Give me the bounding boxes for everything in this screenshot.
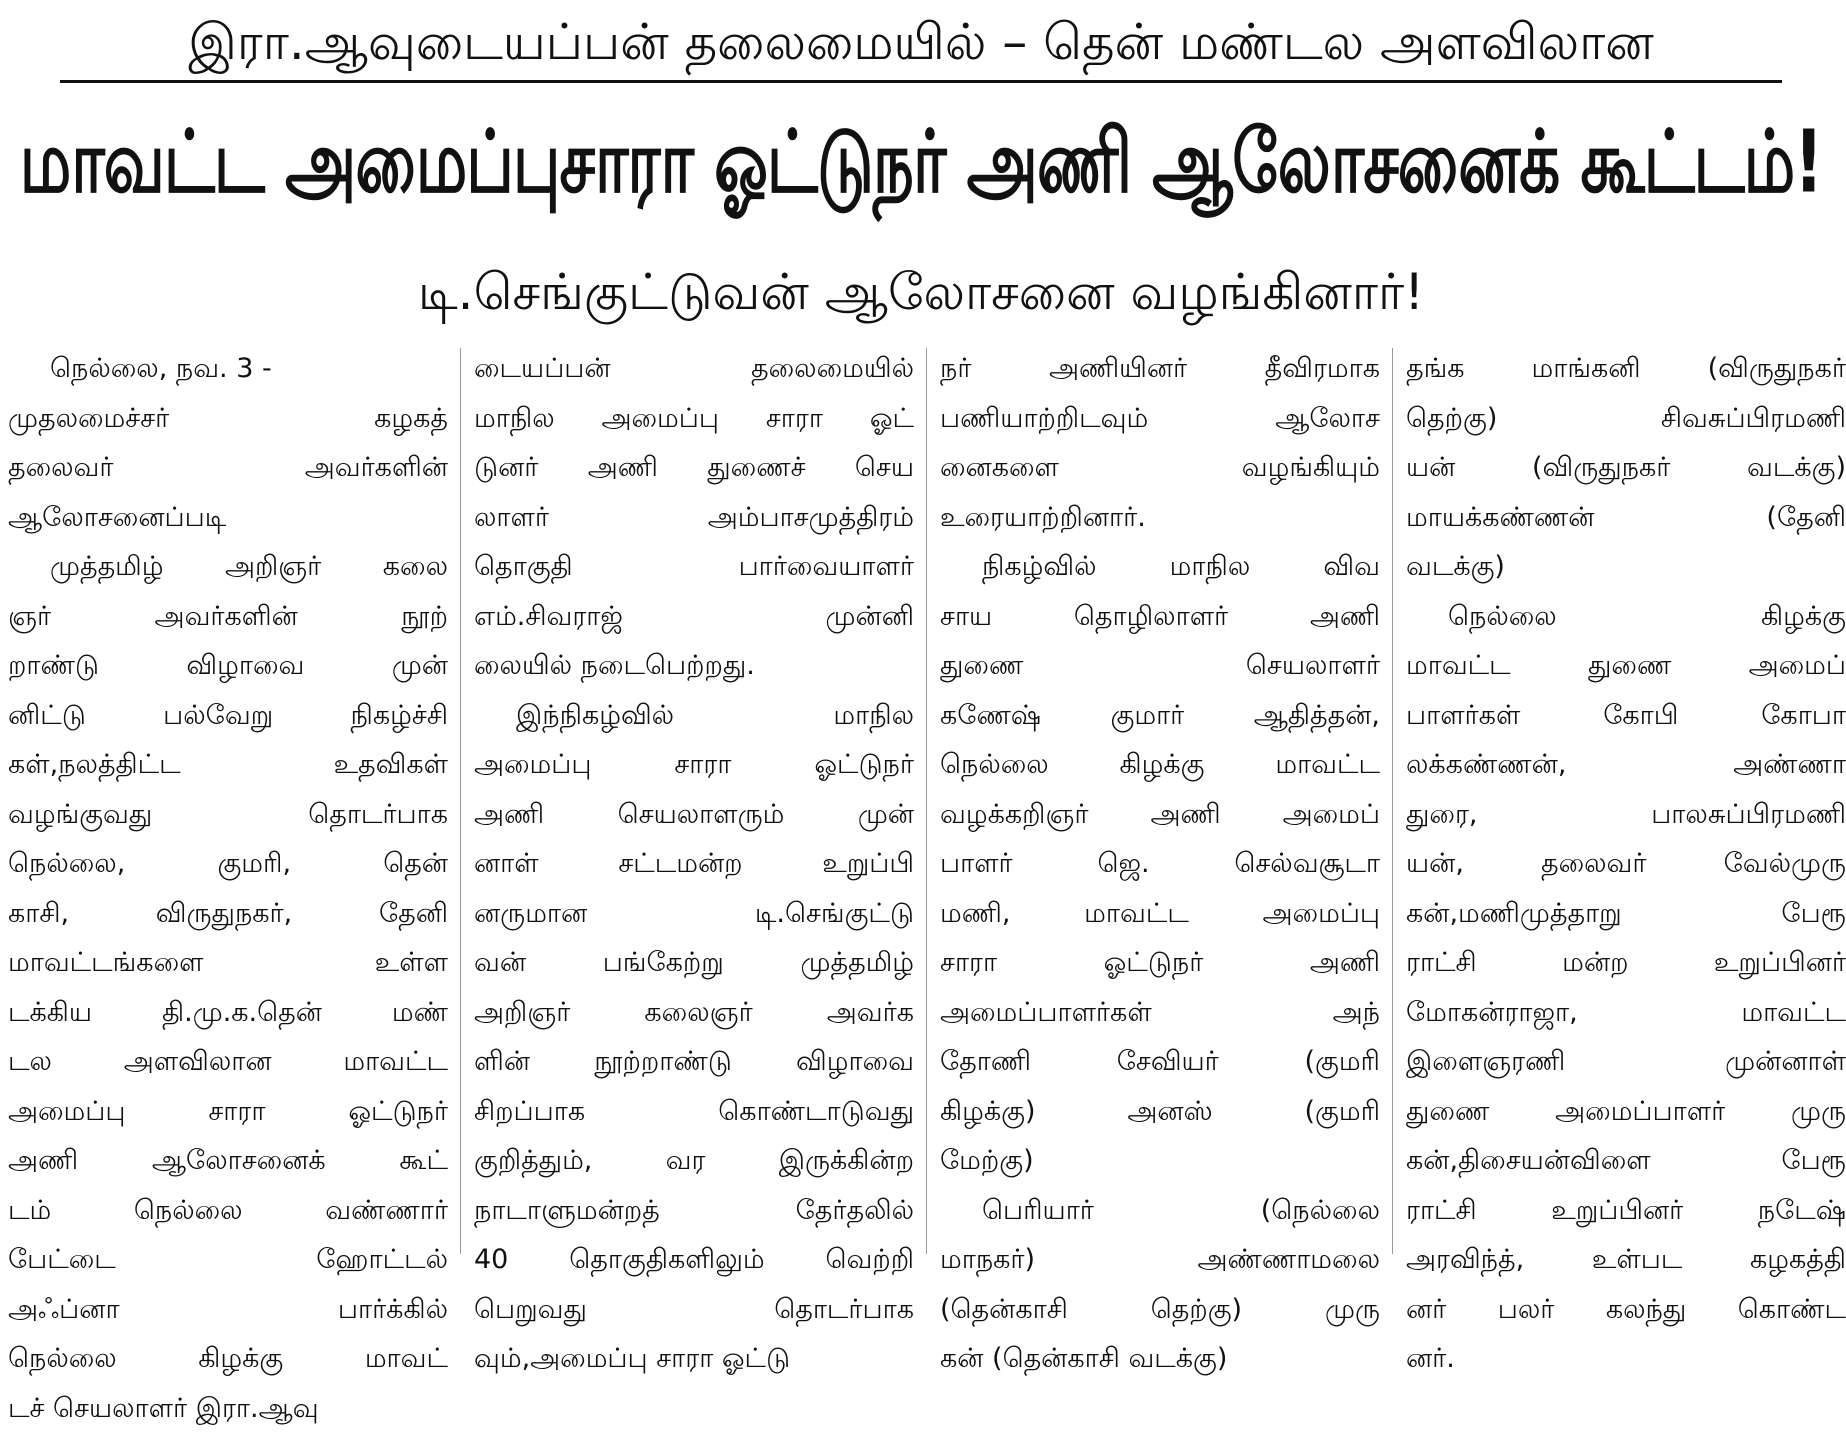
- article-line: பணியாற்றிடவும் ஆலோச: [940, 394, 1380, 444]
- article-line: மாயக்கண்ணன் (தேனி: [1406, 493, 1846, 543]
- article-line: டுனர் அணி துணைச் செய: [474, 443, 914, 493]
- article-line: மாவட்டங்களை உள்ள: [8, 938, 448, 988]
- article-line: தோணி சேவியர் (குமரி: [940, 1037, 1380, 1087]
- article-line: அமைப்பு சாரா ஓட்டுநர்: [474, 740, 914, 790]
- article-line: கணேஷ் குமார் ஆதித்தன்,: [940, 691, 1380, 741]
- column-divider: [460, 348, 461, 1254]
- article-line: டையப்பன் தலைமையில்: [474, 344, 914, 394]
- article-line: பாளர் ஜெ. செல்வசூடா: [940, 839, 1380, 889]
- article-line: சாய தொழிலாளர் அணி: [940, 592, 1380, 642]
- article-line: கிழக்கு) அனஸ் (குமரி: [940, 1087, 1380, 1137]
- article-line: இளைஞரணி முன்னாள்: [1406, 1037, 1846, 1087]
- article-line: தலைவர் அவர்களின்: [8, 443, 448, 493]
- article-column-4: [1406, 344, 1846, 1258]
- article-line: நெல்லை, நவ. 3 -: [8, 344, 448, 394]
- article-line: காசி, விருதுநகர், தேனி: [8, 889, 448, 939]
- article-line: டக்கிய தி.மு.க.தென் மண்: [8, 988, 448, 1038]
- article-line: அஃப்னா பார்க்கில்: [8, 1285, 448, 1335]
- subheadline: டி.செங்குட்டுவன் ஆலோசனை வழங்கினார்!: [60, 250, 1782, 336]
- article-line: மேற்கு): [940, 1136, 1380, 1186]
- kicker-line: இரா.ஆவுடையப்பன் தலைமையில் – தென் மண்டல அளவிலான: [60, 4, 1782, 82]
- article-line: துணை செயலாளர்: [940, 641, 1380, 691]
- article-line: கன்,மணிமுத்தாறு பேரூ: [1406, 889, 1846, 939]
- article-line: நர் அணியினர் தீவிரமாக: [940, 344, 1380, 394]
- article-line: லக்கண்ணன், அண்ணா: [1406, 740, 1846, 790]
- article-line: னருமான டி.செங்குட்டு: [474, 889, 914, 939]
- article-line: தங்க மாங்கனி (விருதுநகர்: [1406, 344, 1846, 394]
- article-line: மாநகர்) அண்ணாமலை: [940, 1235, 1380, 1285]
- article-body: [8, 344, 1834, 1258]
- article-line: ஞர் அவர்களின் நூற்: [8, 592, 448, 642]
- article-line: கள்,நலத்திட்ட உதவிகள்: [8, 740, 448, 790]
- article-line: நெல்லை கிழக்கு மாவட்ட: [940, 740, 1380, 790]
- article-line: நாடாளுமன்றத் தேர்தலில்: [474, 1186, 914, 1236]
- article-line: னாள் சட்டமன்ற உறுப்பி: [474, 839, 914, 889]
- article-line: வழக்கறிஞர் அணி அமைப்: [940, 790, 1380, 840]
- article-line: பேட்டை ஹோட்டல்: [8, 1235, 448, 1285]
- article-line: தெற்கு) சிவசுப்பிரமணி: [1406, 394, 1846, 444]
- article-line: லையில் நடைபெற்றது.: [474, 641, 914, 691]
- article-line: மோகன்ராஜா, மாவட்ட: [1406, 988, 1846, 1038]
- article-line: கன் (தென்காசி வடக்கு): [940, 1334, 1380, 1384]
- article-column-1: [8, 344, 448, 1258]
- article-line: ராட்சி மன்ற உறுப்பினர்: [1406, 938, 1846, 988]
- article-line: வன் பங்கேற்று முத்தமிழ்: [474, 938, 914, 988]
- article-line: நெல்லை, குமரி, தென்: [8, 839, 448, 889]
- article-line: வழங்குவது தொடர்பாக: [8, 790, 448, 840]
- article-line: மாநில அமைப்பு சாரா ஓட்: [474, 394, 914, 444]
- article-line: டம் நெல்லை வண்ணார்: [8, 1186, 448, 1236]
- article-line: வும்,அமைப்பு சாரா ஓட்டு: [474, 1334, 914, 1384]
- article-line: சிறப்பாக கொண்டாடுவது: [474, 1087, 914, 1137]
- article-line: (தென்காசி தெற்கு) முரு: [940, 1285, 1380, 1335]
- article-line: அமைப்பு சாரா ஓட்டுநர்: [8, 1087, 448, 1137]
- article-line: சாரா ஓட்டுநர் அணி: [940, 938, 1380, 988]
- article-line: றாண்டு விழாவை முன்: [8, 641, 448, 691]
- article-line: பாளர்கள் கோபி கோபா: [1406, 691, 1846, 741]
- article-line: அணி செயலாளரும் முன்: [474, 790, 914, 840]
- article-line: யன், தலைவர் வேல்முரு: [1406, 839, 1846, 889]
- article-line: னிட்டு பல்வேறு நிகழ்ச்சி: [8, 691, 448, 741]
- article-line: அணி ஆலோசனைக் கூட்: [8, 1136, 448, 1186]
- article-line: னைகளை வழங்கியும்: [940, 443, 1380, 493]
- article-line: லாளர் அம்பாசமுத்திரம்: [474, 493, 914, 543]
- article-line: வடக்கு): [1406, 542, 1846, 592]
- article-line: கன்,திசையன்விளை பேரூ: [1406, 1136, 1846, 1186]
- article-line: துணை அமைப்பாளர் முரு: [1406, 1087, 1846, 1137]
- article-line: பெரியார் (நெல்லை: [940, 1186, 1380, 1236]
- article-line: மாவட்ட துணை அமைப்: [1406, 641, 1846, 691]
- article-line: யன் (விருதுநகர் வடக்கு): [1406, 443, 1846, 493]
- article-line: டல அளவிலான மாவட்ட: [8, 1037, 448, 1087]
- article-line: நெல்லை கிழக்கு: [1406, 592, 1846, 642]
- article-line: இந்நிகழ்வில் மாநில: [474, 691, 914, 741]
- column-divider: [926, 348, 927, 1254]
- article-line: டச் செயலாளர் இரா.ஆவு: [8, 1384, 448, 1433]
- article-line: அரவிந்த், உள்பட கழகத்தி: [1406, 1235, 1846, 1285]
- column-divider: [1392, 348, 1393, 1254]
- article-line: 40 தொகுதிகளிலும் வெற்றி: [474, 1235, 914, 1285]
- article-line: முதலமைச்சர் கழகத்: [8, 394, 448, 444]
- article-line: னர்.: [1406, 1334, 1846, 1384]
- article-line: பெறுவது தொடர்பாக: [474, 1285, 914, 1335]
- article-column-2: [474, 344, 914, 1258]
- article-line: மணி, மாவட்ட அமைப்பு: [940, 889, 1380, 939]
- article-line: குறித்தும், வர இருக்கின்ற: [474, 1136, 914, 1186]
- article-line: அறிஞர் கலைஞர் அவர்க: [474, 988, 914, 1038]
- article-line: ராட்சி உறுப்பினர் நடேஷ்: [1406, 1186, 1846, 1236]
- article-line: உரையாற்றினார்.: [940, 493, 1380, 543]
- article-line: துரை, பாலசுப்பிரமணி: [1406, 790, 1846, 840]
- article-line: நிகழ்வில் மாநில விவ: [940, 542, 1380, 592]
- article-line: தொகுதி பார்வையாளர்: [474, 542, 914, 592]
- article-line: எம்.சிவராஜ் முன்னி: [474, 592, 914, 642]
- article-line: முத்தமிழ் அறிஞர் கலை: [8, 542, 448, 592]
- article-line: ஆலோசனைப்படி: [8, 493, 448, 543]
- article-line: னர் பலர் கலந்து கொண்ட: [1406, 1285, 1846, 1335]
- headline: மாவட்ட அமைப்புசாரா ஓட்டுநர் அணி ஆலோசனைக் கூட்டம்!: [6, 72, 1836, 261]
- article-line: ளின் நூற்றாண்டு விழாவை: [474, 1037, 914, 1087]
- article-line: நெல்லை கிழக்கு மாவட்: [8, 1334, 448, 1384]
- article-line: அமைப்பாளர்கள் அந்: [940, 988, 1380, 1038]
- article-column-3: [940, 344, 1380, 1258]
